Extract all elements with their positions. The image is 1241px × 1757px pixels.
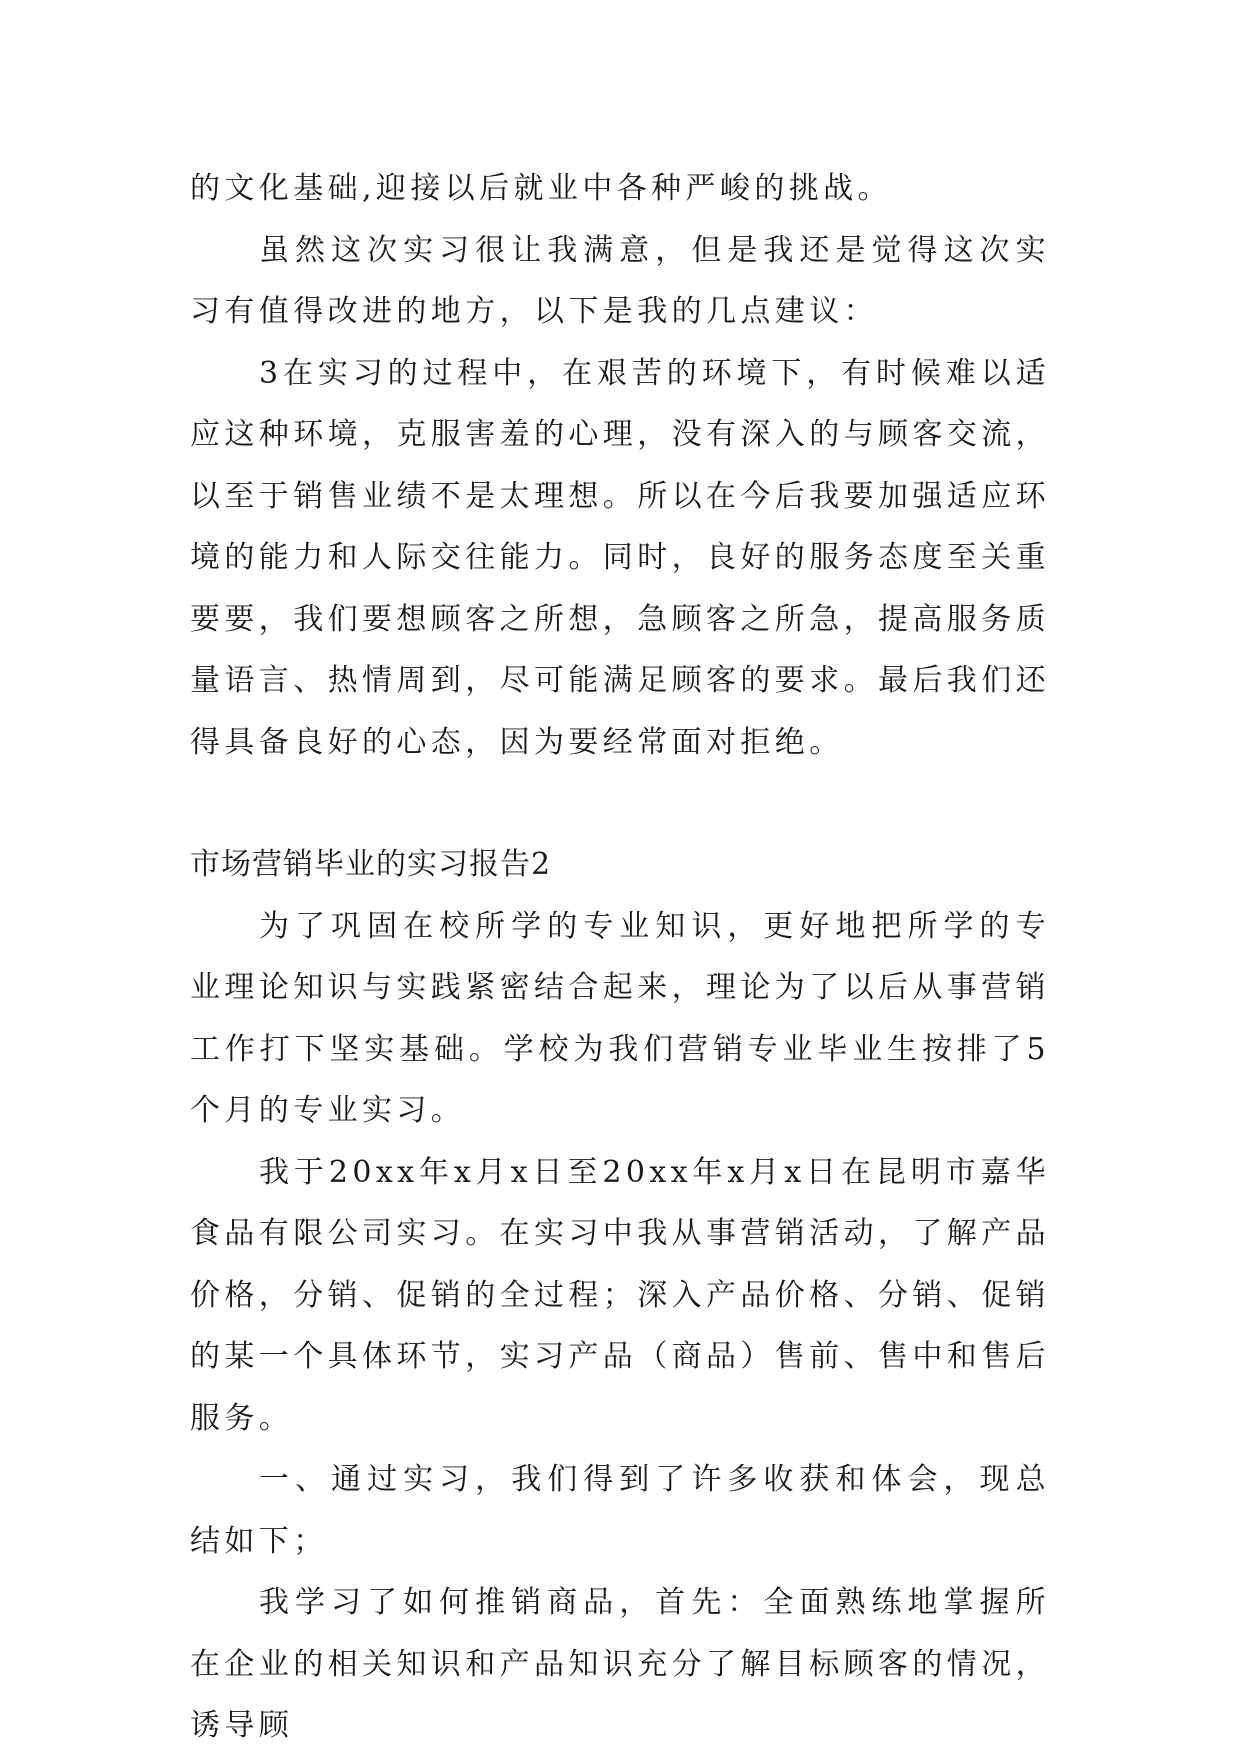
paragraph: 的文化基础,迎接以后就业中各种严峻的挑战。 [190, 171, 892, 206]
paragraph: 我学习了如何推销商品，首先：全面熟练地掌握所在企业的相关知识和产品知识充分了解目标顾客的情况，诱导顾 [190, 1585, 1050, 1743]
paragraph: 虽然这次实习很让我满意，但是我还是觉得这次实习有值得改进的地方，以下是我的几点建议： [190, 232, 1050, 329]
section-title: 市场营销毕业的实习报告2 [190, 847, 552, 882]
paragraph: 我于20xx年x月x日至20xx年x月x日在昆明市嘉华食品有限公司实习。在实习中我从事营销活动，了解产品价格，分销、促销的全过程；深入产品价格、分销、促销的某一个具体环节，实习产品（商品）售前、售中和售后服务。 [190, 1154, 1050, 1436]
paragraph: 一、通过实习，我们得到了许多收获和体会，现总结如下； [190, 1462, 1050, 1559]
paragraph: 为了巩固在校所学的专业知识，更好地把所学的专业理论知识与实践紧密结合起来，理论为了以后从事营销工作打下坚实基础。学校为我们营销专业毕业生按排了5个月的专业实习。 [190, 908, 1050, 1128]
document-body [190, 158, 1050, 1757]
paragraph: 3在实习的过程中，在艰苦的环境下，有时候难以适应这种环境，克服害羞的心理，没有深入的与顾客交流，以至于销售业绩不是太理想。所以在今后我要加强适应环境的能力和人际交往能力。同时，良好的服务态度至关重要要，我们要想顾客之所想，急顾客之所急，提高服务质量语言、热情周到，尽可能满足顾客的要求。最后我们还得具备良好的心态，因为要经常面对拒绝。 [190, 355, 1050, 760]
